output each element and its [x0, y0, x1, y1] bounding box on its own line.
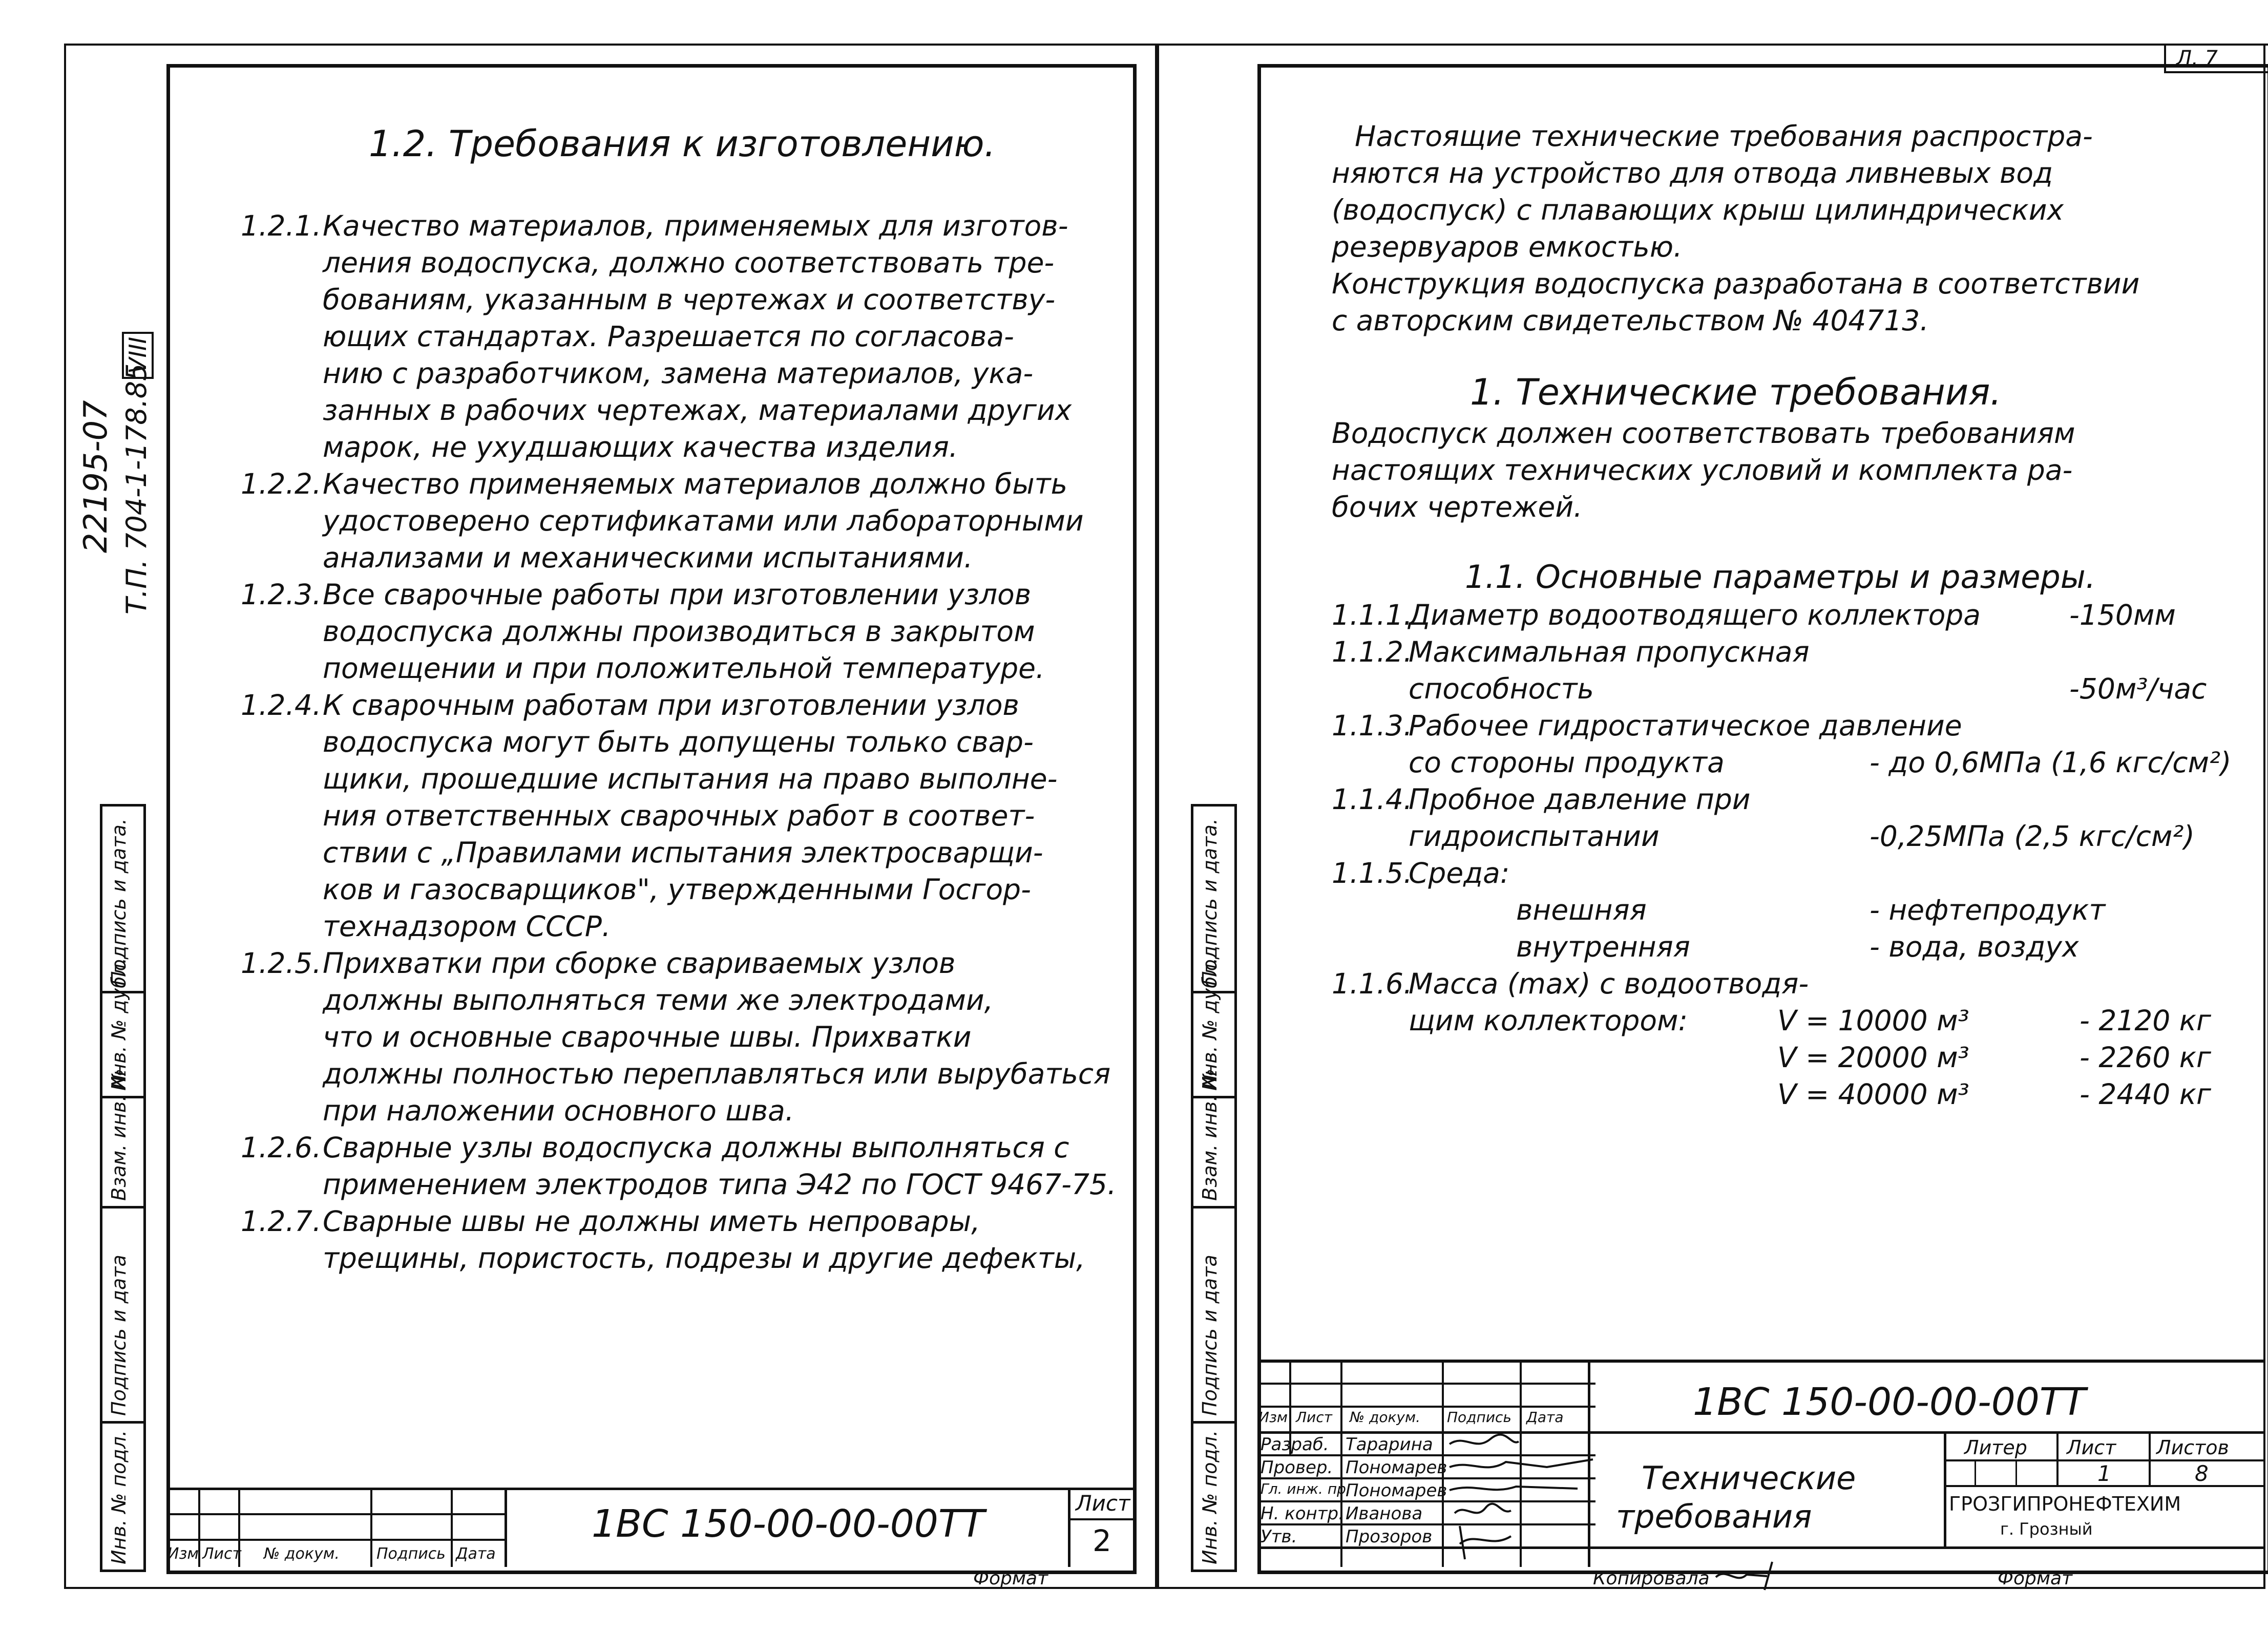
left-side-label-3: Взам. инв. №	[108, 1068, 130, 1201]
role-razrab: Разраб.	[1261, 1434, 1329, 1455]
left-stamp-h-sign: Подпись	[376, 1545, 446, 1563]
liter-label: Литер	[1964, 1436, 2027, 1459]
left-album: VIII	[122, 332, 154, 379]
left-side-label-2: Инв. № дубл.	[108, 958, 130, 1091]
param-1-1-5-num: 1.1.5.	[1332, 857, 1413, 889]
param-1-1-1-num: 1.1.1.	[1332, 599, 1413, 631]
param-1-1-6-num: 1.1.6.	[1332, 967, 1413, 1000]
param-1-1-6-label: Масса (max) с водоотводя-	[1409, 967, 1809, 1000]
param-1-1-1-value: -150мм	[2069, 599, 2176, 631]
name-razrab: Тарарина	[1346, 1434, 1433, 1455]
right-stamp-h-date: Дата	[1526, 1409, 1564, 1426]
param-1-1-3-label2: со стороны продукта	[1409, 746, 1725, 779]
left-code-1: 22195-07	[77, 400, 114, 553]
mass-row-1-m: - 2120 кг	[2080, 1004, 2211, 1037]
doc-title-2: требования	[1616, 1498, 1812, 1535]
param-1-1-1-label: Диаметр водоотводящего коллектора	[1409, 599, 1981, 631]
mass-row-2-m: - 2260 кг	[2080, 1041, 2211, 1074]
sheet-num: 1	[2097, 1461, 2111, 1486]
role-utv: Утв.	[1261, 1526, 1297, 1547]
param-1-1-2-num: 1.1.2.	[1332, 635, 1413, 668]
param-1-1-4-label2: гидроиспытании	[1409, 820, 1660, 853]
signature-marks	[1444, 1431, 1598, 1570]
right-format-label: Формат	[1998, 1568, 2073, 1589]
copied-label: Копировала	[1593, 1568, 1710, 1589]
right-side-label-1: Подпись и дата.	[1199, 818, 1221, 986]
left-stamp-sheet-label: Лист	[1076, 1491, 1130, 1516]
param-1-1-3-num: 1.1.3.	[1332, 709, 1413, 742]
name-gl-inzh: Пономарев	[1346, 1480, 1447, 1501]
param-1-1-6-label2: щим коллектором:	[1409, 1004, 1688, 1037]
param-1-1-4-value: -0,25МПа (2,5 кгс/см²)	[1870, 820, 2195, 853]
left-stamp	[166, 1488, 1133, 1567]
right-stamp-h-sign: Подпись	[1447, 1409, 1511, 1426]
role-n-kontr: Н. контр.	[1261, 1503, 1344, 1524]
param-1-1-5-label: Среда:	[1409, 857, 1510, 889]
left-section-title: 1.2. Требования к изготовлению.	[369, 123, 996, 165]
left-format-label: Формат	[973, 1568, 1048, 1589]
param-internal-value: - вода, воздух	[1870, 930, 2079, 963]
role-gl-inzh: Гл. инж. пр.	[1261, 1480, 1351, 1497]
param-1-1-3-label: Рабочее гидростатическое давление	[1409, 709, 1962, 742]
left-side-strip	[100, 804, 146, 1572]
param-1-1-2-value: -50м³/час	[2069, 672, 2207, 705]
sheets-label: Листов	[2156, 1436, 2229, 1459]
left-stamp-h-list: Лист	[202, 1545, 242, 1563]
right-stamp-code: 1ВС 150-00-00-00ТТ	[1693, 1380, 2086, 1424]
right-side-strip	[1191, 804, 1237, 1572]
copier-signature	[1711, 1557, 1793, 1593]
right-side-label-5: Инв. № подл.	[1199, 1430, 1221, 1564]
left-stamp-sheet-num: 2	[1093, 1523, 1111, 1558]
org-city: г. Грозный	[2000, 1519, 2093, 1539]
right-side-label-2: Инв. № дубл.	[1199, 958, 1221, 1091]
right-stamp-h-doc: № докум.	[1350, 1409, 1421, 1426]
left-stamp-h-doc: № докум.	[264, 1545, 340, 1563]
left-side-label-4: Подпись и дата	[108, 1255, 130, 1416]
right-side-label-4: Подпись и дата	[1199, 1255, 1221, 1416]
right-corner-label: Л. 7	[2176, 47, 2218, 70]
sheet-label: Лист	[2067, 1436, 2116, 1459]
param-1-1-2-label: Максимальная пропускная	[1409, 635, 1810, 668]
left-stamp-h-date: Дата	[456, 1545, 496, 1563]
right-subsection-title: 1.1. Основные параметры и размеры.	[1465, 558, 2096, 596]
name-utv: Прозоров	[1346, 1526, 1433, 1547]
name-prover: Пономарев	[1346, 1457, 1447, 1478]
name-n-kontr: Иванова	[1346, 1503, 1423, 1524]
right-side-label-3: Взам. инв. №	[1199, 1068, 1221, 1201]
mass-row-3-m: - 2440 кг	[2080, 1078, 2211, 1111]
left-side-label-1: Подпись и дата.	[108, 818, 130, 986]
mass-row-2-v: V = 20000 м³	[1777, 1041, 1969, 1074]
right-corner-box	[2164, 44, 2268, 73]
param-external-label: внешняя	[1516, 894, 1647, 926]
param-internal-label: внутренняя	[1516, 930, 1690, 963]
param-external-value: - нефтепродукт	[1870, 894, 2106, 926]
param-1-1-4-label: Пробное давление при	[1409, 783, 1751, 816]
right-stamp-h-list: Лист	[1296, 1409, 1332, 1426]
right-stamp-h-izm: Изм	[1258, 1409, 1288, 1426]
left-code-2: Т.П. 704-1-178.85	[120, 363, 153, 614]
right-section-title: 1. Технические требования.	[1470, 371, 2002, 413]
role-prover: Провер.	[1261, 1457, 1333, 1478]
doc-title-1: Технические	[1642, 1459, 1856, 1497]
mass-row-3-v: V = 40000 м³	[1777, 1078, 1969, 1111]
sheets-total: 8	[2195, 1461, 2209, 1486]
mass-row-1-v: V = 10000 м³	[1777, 1004, 1969, 1037]
org-name: ГРОЗГИПРОНЕФТЕХИМ	[1949, 1493, 2181, 1515]
left-stamp-h-izm: Изм	[167, 1545, 199, 1563]
right-title-block	[1257, 1360, 2264, 1567]
left-side-label-5: Инв. № подл.	[108, 1430, 130, 1564]
param-1-1-3-value: - до 0,6МПа (1,6 кгс/см²)	[1870, 746, 2232, 779]
left-stamp-code: 1ВС 150-00-00-00ТТ	[592, 1502, 985, 1546]
param-1-1-2-label2: способность	[1409, 672, 1594, 705]
param-1-1-4-num: 1.1.4.	[1332, 783, 1413, 816]
